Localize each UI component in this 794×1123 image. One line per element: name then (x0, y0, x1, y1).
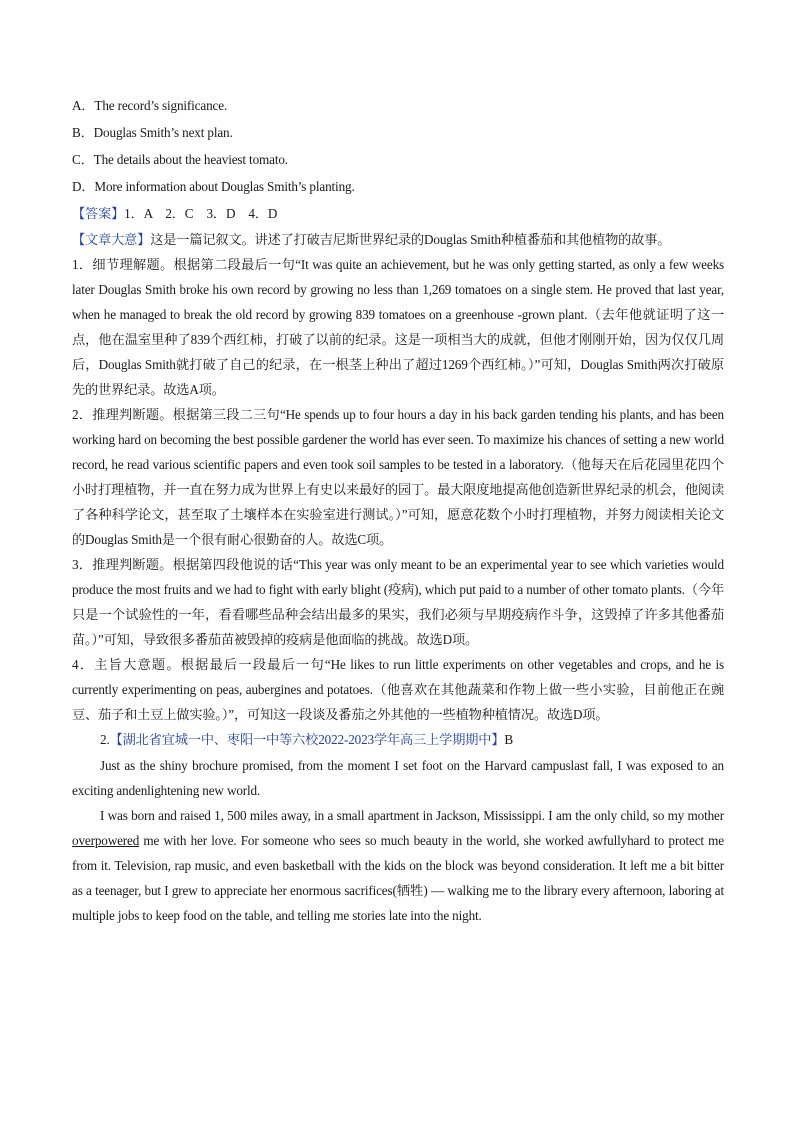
underlined-word: overpowered (72, 833, 140, 848)
options-list (72, 92, 724, 200)
option-d: D．More information about Douglas Smith’s planting. (72, 179, 355, 194)
question-source-line (72, 727, 724, 753)
explanation-4: 4．主旨大意题。根据最后一段最后一句“He likes to run little experiments on other vegetables and crops, and he is currently experimenting on peas, aubergines and potatoes.（他喜欢在其他蔬菜和作物上做一些小实验，目前他正在豌豆、茄子和土豆上做实验。）”，可知这一段谈及番茄之外其他的一些植物种植情况。故选D项。 (72, 657, 724, 722)
option-c: C．The details about the heaviest tomato. (72, 152, 288, 167)
question-source: 【湖北省宜城一中、枣阳一中等六校2022-2023学年高三上学期期中】 (109, 732, 505, 747)
passage-paragraph-2 (72, 803, 724, 928)
summary-line (72, 227, 724, 252)
passage-p2-before: I was born and raised 1, 500 miles away, in a small apartment in Jackson, Mississippi. I am the only child, so my mother (100, 808, 724, 823)
summary-label: 【文章大意】 (72, 232, 151, 247)
question-number: 2. (100, 732, 110, 747)
answer-line (72, 200, 724, 227)
explanation-3: 3．推理判断题。根据第四段他说的话“This year was only meant to be an experimental year to see which varieties would produce the most fruits and we had to fight with early blight (疫病), which put paid to a number of other tomato plants.（今年只是一个试验性的一年，看看哪些品种会结出最多的果实，我们必须与早期疫病作斗争，这毁掉了许多其他番茄苗。）”可知，导致很多番茄苗被毁掉的疫病是他面临的挑战。故选D项。 (72, 557, 724, 647)
document-page (72, 92, 724, 928)
option-b: B．Douglas Smith’s next plan. (72, 125, 233, 140)
option-a: A．The record’s significance. (72, 98, 228, 113)
passage-p2-after: me with her love. For someone who sees so much beauty in the world, she worked awfullyhard to protect me from it. Television, rap music, and even basketball with the kids on the block was beyond consideration. It left me a bit bitter as a teenager, but I grew to appreciate her enormous sacrifices(牺牲) — walking me to the library every afternoon, laboring at multiple jobs to keep food on the table, and telling me stories late into the night. (72, 833, 724, 923)
summary-text: 这是一篇记叙文。讲述了打破吉尼斯世界纪录的Douglas Smith种植番茄和其他植物的故事。 (150, 232, 671, 247)
explanation-2: 2．推理判断题。根据第三段二三句“He spends up to four hours a day in his back garden tending his plants, and has been working hard on becoming the best possible gardener the world has ever seen. To maximize his chances of setting a new world record, he read various scientific papers and even took soil samples to be tested in a laboratory.（他每天在后花园里花四个小时打理植物，并一直在努力成为世界上有史以来最好的园丁。最大限度地提高他创造新世界纪录的机会，他阅读了各种科学论文，甚至取了土壤样本在实验室进行测试。）”可知，愿意花数个小时打理植物，并努力阅读相关论文的Douglas Smith是一个很有耐心很勤奋的人。故选C项。 (72, 407, 724, 547)
passage-paragraph-1: Just as the shiny brochure promised, from the moment I set foot on the Harvard campuslast fall, I was exposed to an exciting andenlightening new world. (72, 758, 724, 798)
explanation-1: 1．细节理解题。根据第二段最后一句“It was quite an achievement, but he was only getting started, as only a few weeks later Douglas Smith broke his own record by growing no less than 1,269 tomatoes on a single stem. He proved that last year, when he managed to break the old record by growing 839 tomatoes on a greenhouse -grown plant.（去年他就证明了这一点，他在温室里种了839个西红柿，打破了以前的纪录。这是一项相当大的成就，但他才刚刚开始，因为仅仅几周后，Douglas Smith就打破了自己的纪录，在一根茎上种出了超过1269个西红柿。）”可知，Douglas Smith两次打破原先的世界纪录。故选A项。 (72, 257, 724, 397)
answer-label: 【答案】 (72, 206, 125, 221)
answer-text: 1．A 2．C 3．D 4．D (124, 206, 278, 221)
question-mark: B (504, 732, 514, 747)
